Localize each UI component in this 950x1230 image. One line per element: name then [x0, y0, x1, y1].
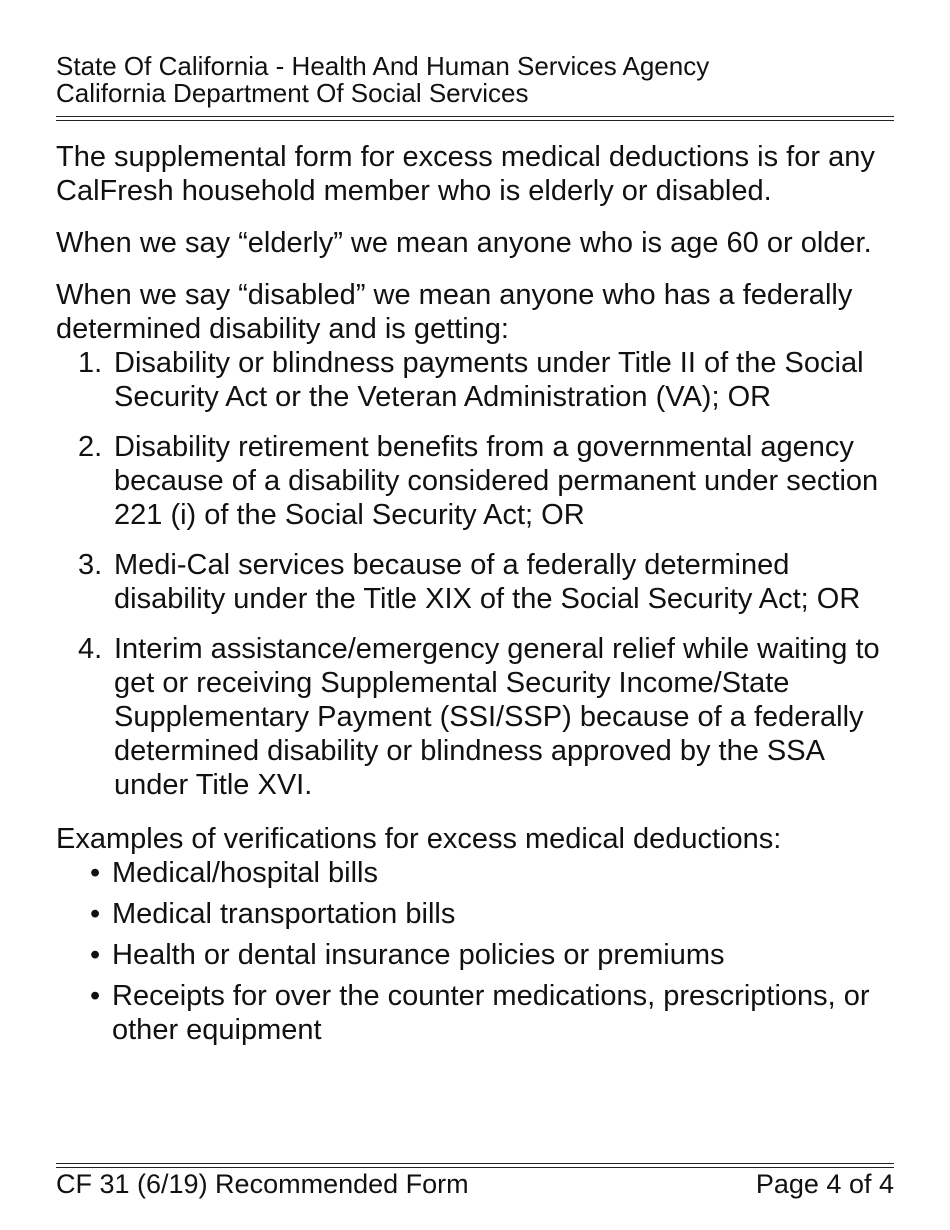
disability-criteria-list	[56, 346, 901, 802]
list-item	[56, 979, 901, 1047]
list-number: 3.	[78, 549, 103, 581]
list-number: 4.	[78, 633, 103, 665]
list-number: 1.	[78, 347, 103, 379]
list-item	[56, 897, 901, 931]
list-item	[56, 938, 901, 972]
list-item	[56, 548, 901, 616]
header-divider	[56, 116, 894, 121]
list-item-text: Medical transportation bills	[112, 898, 456, 930]
list-item-text: Interim assistance/emergency general relief while waiting to get or receiving Supplemental Security Income/State Supplementary Payment (SSI/SSP) because of a federally determined disability or blindness approved by the SSA under Title XVI.	[114, 633, 880, 801]
bullet-icon: •	[90, 857, 101, 889]
intro-paragraph: The supplemental form for excess medical deductions is for any CalFresh household member who is elderly or disabled.	[56, 141, 875, 207]
list-item-text: Disability retirement benefits from a governmental agency because of a disability considered permanent under section 221 (i) of the Social Security Act; OR	[114, 431, 879, 531]
bullet-icon: •	[90, 980, 101, 1012]
list-item-text: Medi-Cal services because of a federally determined disability under the Title XIX of the Social Security Act; OR	[114, 549, 861, 615]
examples-heading: Examples of verifications for excess medical deductions:	[56, 823, 782, 855]
list-item-text: Health or dental insurance policies or premiums	[112, 939, 725, 971]
list-number: 2.	[78, 431, 103, 463]
list-item-text: Disability or blindness payments under Title II of the Social Security Act or the Veteran Administration (VA); OR	[114, 347, 864, 413]
disabled-definition: When we say “disabled” we mean anyone who has a federally determined disability and is getting:	[56, 279, 853, 345]
list-item	[56, 856, 901, 890]
page-number: Page 4 of 4	[755, 1169, 894, 1199]
form-identifier: CF 31 (6/19) Recommended Form	[56, 1169, 469, 1199]
list-item	[56, 632, 901, 802]
list-item	[56, 430, 901, 532]
agency-name: State Of California - Health And Human Services Agency	[56, 51, 710, 81]
document-body	[56, 140, 901, 1054]
list-item	[56, 346, 901, 414]
page-footer	[56, 1168, 894, 1200]
page-header	[56, 53, 896, 107]
elderly-definition: When we say “elderly” we mean anyone who is age 60 or older.	[56, 227, 872, 259]
bullet-icon: •	[90, 939, 101, 971]
list-item-text: Medical/hospital bills	[112, 857, 378, 889]
department-name: California Department Of Social Services	[56, 78, 529, 108]
verification-examples-list	[56, 856, 901, 1047]
bullet-icon: •	[90, 898, 101, 930]
list-item-text: Receipts for over the counter medications, prescriptions, or other equipment	[112, 980, 870, 1046]
